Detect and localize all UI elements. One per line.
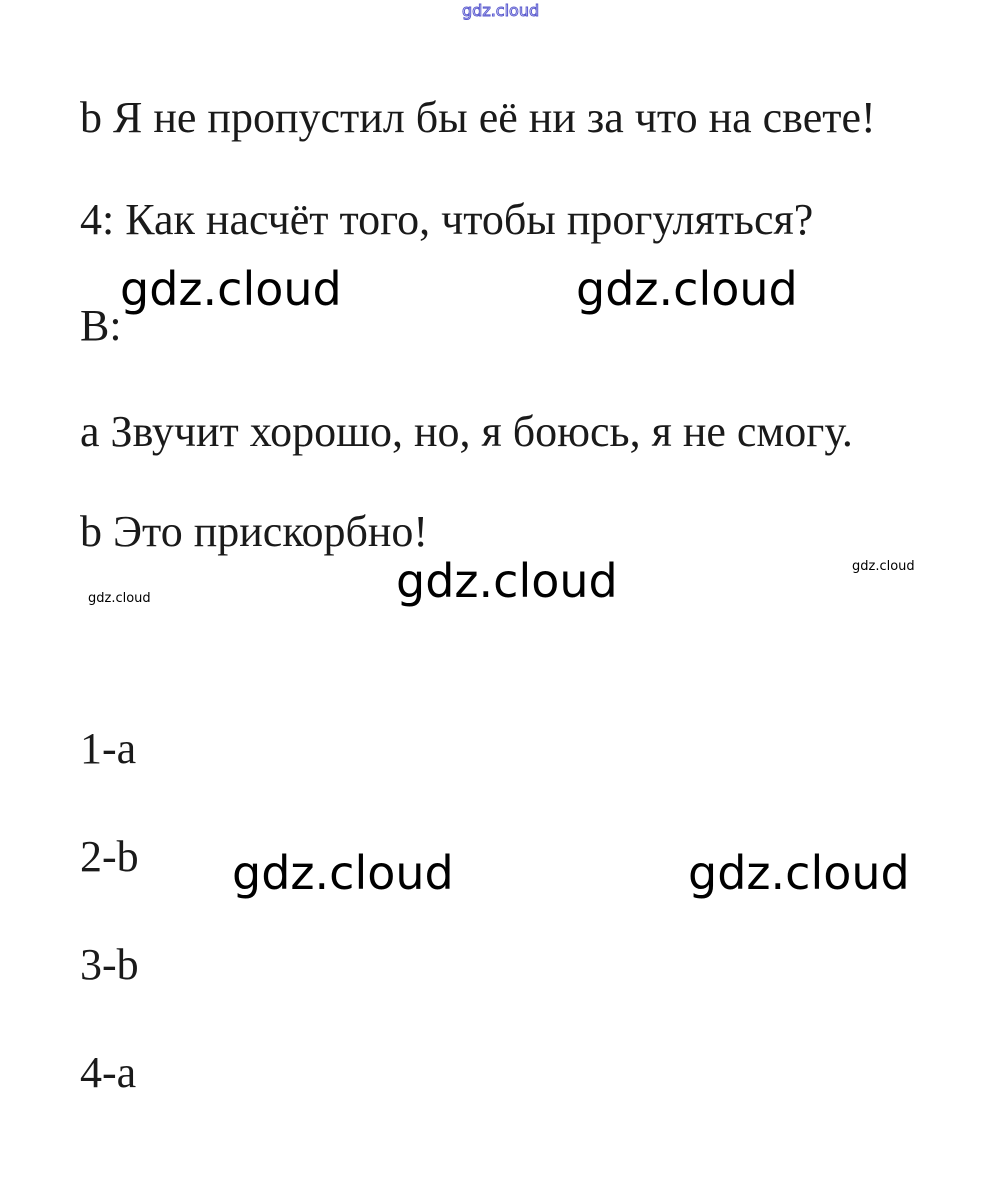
- text-line-3: B:: [80, 301, 122, 350]
- answer-line-2: 2-b: [80, 832, 139, 881]
- text-line-2: 4: Как насчёт того, чтобы прогуляться?: [80, 195, 814, 244]
- answer-line-3: 3-b: [80, 940, 139, 989]
- answer-line-4: 4-a: [80, 1048, 137, 1097]
- answer-line-1: 1-a: [80, 724, 137, 773]
- watermark: gdz.cloud: [120, 262, 342, 316]
- watermark: gdz.cloud: [232, 846, 454, 900]
- text-line-4: a Звучит хорошо, но, я боюсь, я не смогу.: [80, 407, 853, 456]
- text-line-5: b Это прискорбно!: [80, 507, 429, 556]
- watermark: gdz.cloud: [396, 554, 618, 608]
- watermark: gdz.cloud: [688, 846, 910, 900]
- text-line-1: b Я не пропустил бы её ни за что на свете!: [80, 93, 876, 142]
- watermark: gdz.cloud: [88, 591, 151, 606]
- watermark: gdz.cloud: [852, 559, 915, 574]
- watermark-top: gdz.cloud: [462, 1, 540, 20]
- watermark: gdz.cloud: [576, 262, 798, 316]
